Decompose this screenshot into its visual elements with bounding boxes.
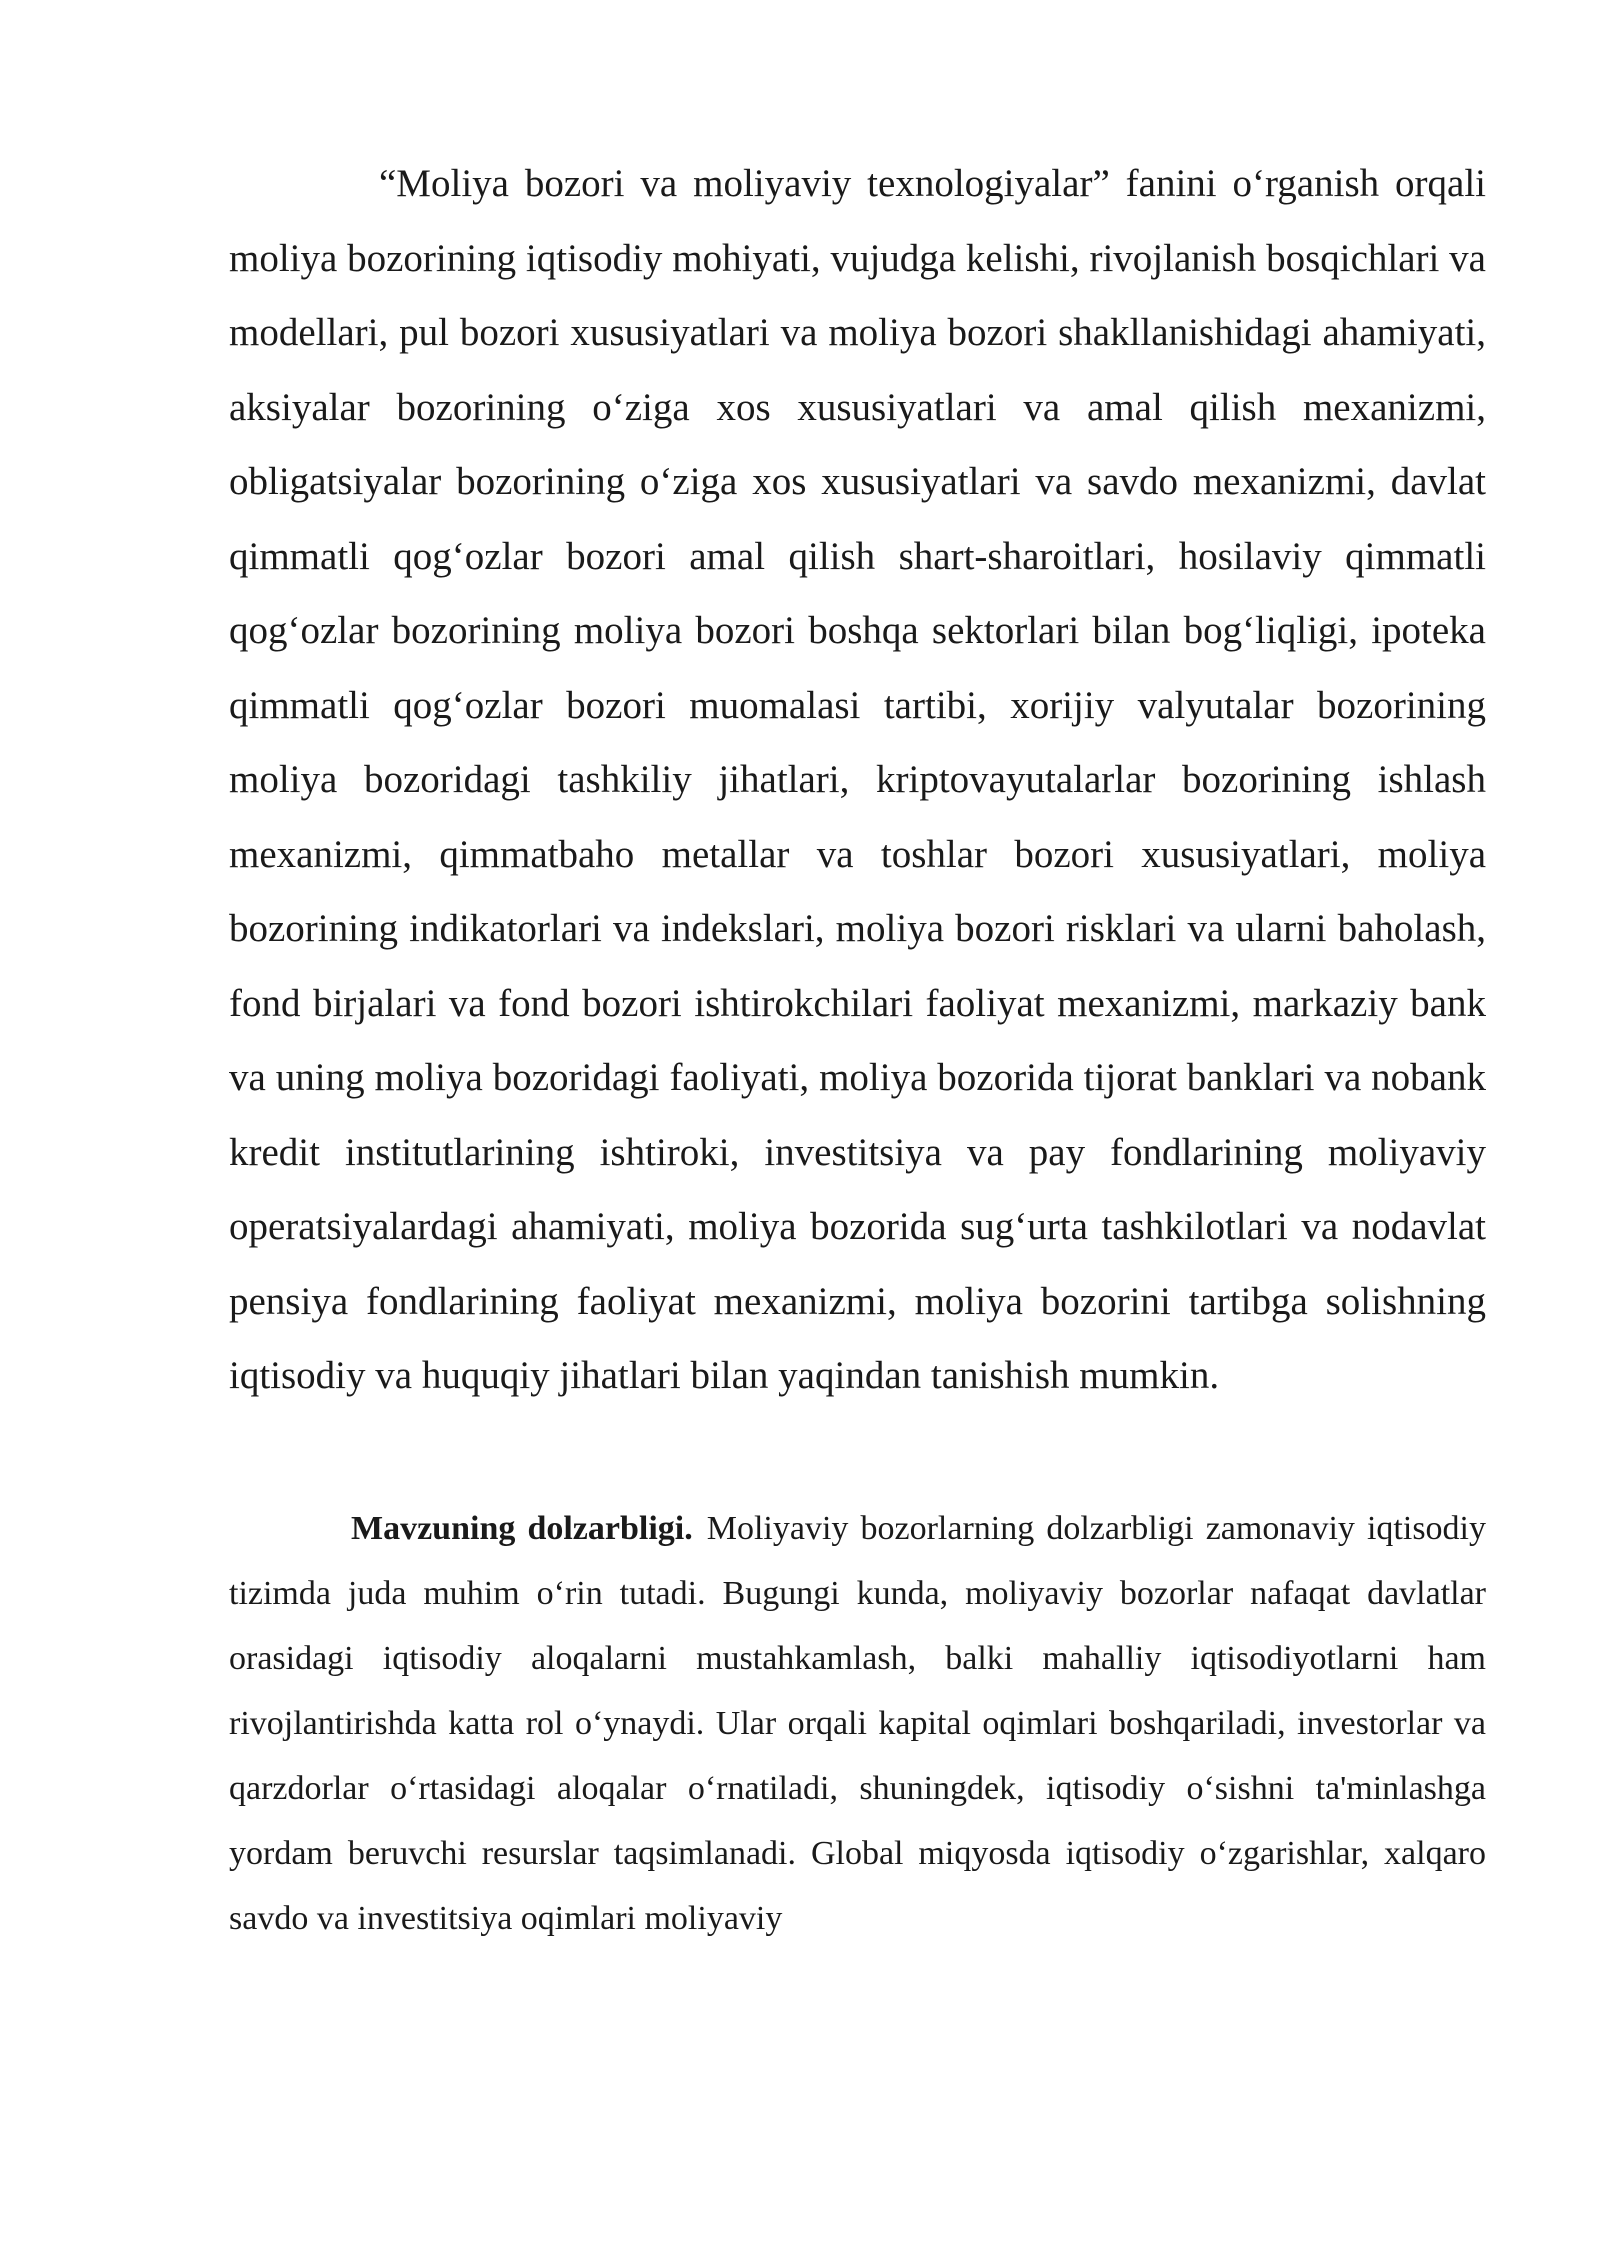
relevance-paragraph [229, 1496, 1486, 1951]
intro-paragraph: “Moliya bozori va moliyaviy texnologiyalar” fanini o‘rganish orqali moliya bozorining iqtisodiy mohiyati, vujudga kelishi, rivojlanish bosqichlari va modellari, pul bozori xususiyatlari va moliya bozori shakllanishidagi ahamiyati, aksiyalar bozorining o‘ziga xos xususiyatlari va amal qilish mexanizmi, obligatsiyalar bozorining o‘ziga xos xususiyatlari va savdo mexanizmi, davlat qimmatli qog‘ozlar bozori amal qilish shart-sharoitlari, hosilaviy qimmatli qog‘ozlar bozorining moliya bozori boshqa sektorlari bilan bog‘liqligi, ipoteka qimmatli qog‘ozlar bozori muomalasi tartibi, xorijiy valyutalar bozorining moliya bozoridagi tashkiliy jihatlari, kriptovayutalarlar bozorining ishlash mexanizmi, qimmatbaho metallar va toshlar bozori xususiyatlari, moliya bozorining indikatorlari va indekslari, moliya bozori risklari va ularni baholash, fond birjalari va fond bozori ishtirokchilari faoliyat mexanizmi, markaziy bank va uning moliya bozoridagi faoliyati, moliya bozorida tijorat banklari va nobank kredit institutlarining ishtiroki, investitsiya va pay fondlarining moliyaviy operatsiyalardagi ahamiyati, moliya bozorida sug‘urta tashkilotlari va nodavlat pensiya fondlarining faoliyat mexanizmi, moliya bozorini tartibga solishning iqtisodiy va huquqiy jihatlari bilan yaqindan tanishish mumkin. [229, 162, 1486, 1397]
relevance-heading: Mavzuning dolzarbligi. [351, 1509, 693, 1547]
relevance-text: Moliyaviy bozorlarning dolzarbligi zamonaviy iqtisodiy tizimda juda muhim o‘rin tutadi. Bugungi kunda, moliyaviy bozorlar nafaqat davlatlar orasidagi iqtisodiy aloqalarni mustahkamlash, balki mahalliy iqtisodiyotlarni ham rivojlantirishda katta rol o‘ynaydi. Ular orqali kapital oqimlari boshqariladi, investorlar va qarzdorlar o‘rtasidagi aloqalar o‘rnatiladi, shuningdek, iqtisodiy o‘sishni ta'minlashga yordam beruvchi resurslar taqsimlanadi. Global miqyosda iqtisodiy o‘zgarishlar, xalqaro savdo va investitsiya oqimlari moliyaviy [229, 1509, 1487, 1937]
document-body [229, 147, 1486, 1951]
